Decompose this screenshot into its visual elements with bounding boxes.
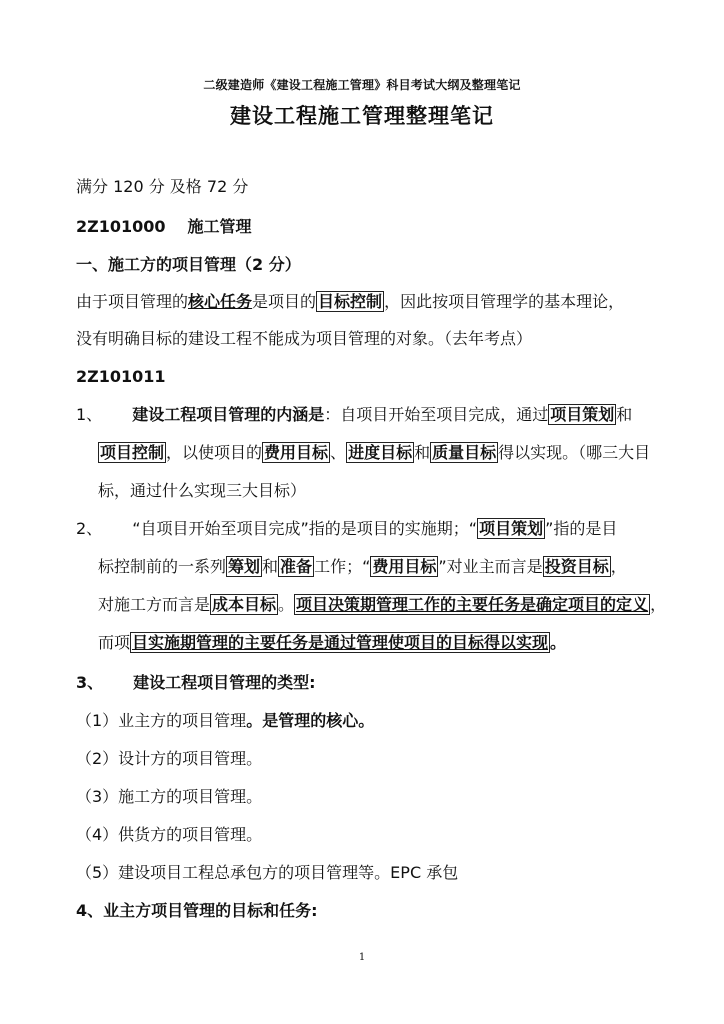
- keyword-quality-target: 质量目标: [432, 443, 497, 462]
- keyword-target-control: 目标控制: [318, 292, 383, 311]
- item-lead: 建设工程项目管理的类型:: [133, 673, 316, 692]
- score-line: 满分 120 分 及格 72 分: [76, 177, 249, 196]
- text: 由于项目管理的: [76, 292, 189, 311]
- quote-mark: “: [362, 557, 371, 576]
- keyword-project-planning: 项目策划: [550, 405, 615, 424]
- item-2-line-2: [98, 556, 627, 578]
- paragraph-1-line-1: [76, 291, 624, 313]
- text: ”指的是目: [545, 519, 618, 538]
- keyword-decision-phase-task: 项目决策期管理工作的主要任务是确定项目的定义: [296, 595, 649, 614]
- text: ：自项目开始至项目完成，通过: [324, 405, 549, 424]
- text: 和: [414, 443, 431, 462]
- item-1-line-1: [76, 404, 632, 426]
- keyword-project-planning: 项目策划: [479, 519, 544, 538]
- page-number: 1: [358, 952, 366, 963]
- code-heading-sub: 2Z101011: [76, 367, 166, 386]
- paragraph-1-line-2: 没有明确目标的建设工程不能成为项目管理的对象。（去年考点）: [76, 329, 533, 348]
- type-item-4: [76, 824, 262, 846]
- text: ，以使项目的: [166, 443, 263, 462]
- item-1-line-3: 标，通过什么实现三大目标）: [98, 481, 307, 500]
- item-number: 1、: [76, 405, 103, 424]
- item-lead: 建设工程项目管理的内涵是: [132, 405, 325, 424]
- text: “自项目开始至项目完成”指的是项目的实施期；: [132, 519, 469, 538]
- text: 和: [616, 405, 633, 424]
- text: ，: [650, 595, 667, 614]
- text: ，: [610, 557, 627, 576]
- quote-mark: “: [468, 519, 478, 538]
- text: 工作；: [314, 557, 363, 576]
- document-header: 二级建造师《建设工程施工管理》科目考试大纲及整理笔记: [203, 78, 521, 92]
- text: 、: [330, 443, 347, 462]
- keyword-cost-target: 费用目标: [264, 443, 329, 462]
- keyword-project-control: 项目控制: [100, 443, 165, 462]
- type-text: （2）设计方的项目管理。: [76, 749, 263, 768]
- keyword-cost-target: 费用目标: [372, 557, 437, 576]
- text: 。: [278, 595, 295, 614]
- text: 和: [262, 557, 279, 576]
- item-3-heading: [76, 672, 316, 694]
- text: ”对业主而言是: [438, 557, 543, 576]
- type-emphasis: 。是管理的核心。: [246, 711, 375, 730]
- type-text: （4）供货方的项目管理。: [76, 825, 263, 844]
- keyword-preparation: 准备: [280, 557, 313, 576]
- item-number: 3、: [76, 673, 104, 692]
- text: 。: [550, 633, 567, 652]
- keyword-core-task: 核心任务: [188, 292, 253, 311]
- text: ，因此按项目管理学的基本理论，: [384, 292, 625, 311]
- item-4-heading: 4、业主方项目管理的目标和任务:: [76, 901, 318, 920]
- text: 而项: [98, 633, 131, 652]
- keyword-investment-target: 投资目标: [544, 557, 609, 576]
- keyword-schedule-target: 进度目标: [348, 443, 413, 462]
- text: 得以实现。（哪三大目: [498, 443, 651, 462]
- keyword-implementation-phase-task: 目实施期管理的主要任务是通过管理使项目的目标得以实现: [132, 633, 549, 652]
- code-number: 2Z101000: [76, 217, 166, 236]
- type-text: （1）业主方的项目管理: [76, 711, 247, 730]
- text: 对施工方而言是: [98, 595, 211, 614]
- type-text: （3）施工方的项目管理。: [76, 787, 263, 806]
- type-item-2: [76, 748, 262, 770]
- type-item-1: [76, 710, 374, 732]
- item-number: 2、: [76, 519, 103, 538]
- text: 标控制前的一系列: [98, 557, 227, 576]
- type-item-3: [76, 786, 262, 808]
- item-1-line-2: [98, 442, 650, 464]
- keyword-planning: 筹划: [228, 557, 261, 576]
- section-heading-1: 一、施工方的项目管理（2 分）: [76, 255, 301, 274]
- type-item-5: [76, 862, 458, 884]
- type-text: （5）建设项目工程总承包方的项目管理等。EPC 承包: [76, 863, 459, 882]
- code-heading-main: [76, 216, 252, 238]
- item-2-line-4: [98, 632, 566, 654]
- item-2-line-1: [76, 518, 617, 540]
- item-2-line-3: [98, 594, 666, 616]
- keyword-cost-goal: 成本目标: [212, 595, 277, 614]
- document-title: 建设工程施工管理整理笔记: [230, 104, 494, 128]
- text: 是项目的: [252, 292, 317, 311]
- code-title: 施工管理: [187, 217, 252, 236]
